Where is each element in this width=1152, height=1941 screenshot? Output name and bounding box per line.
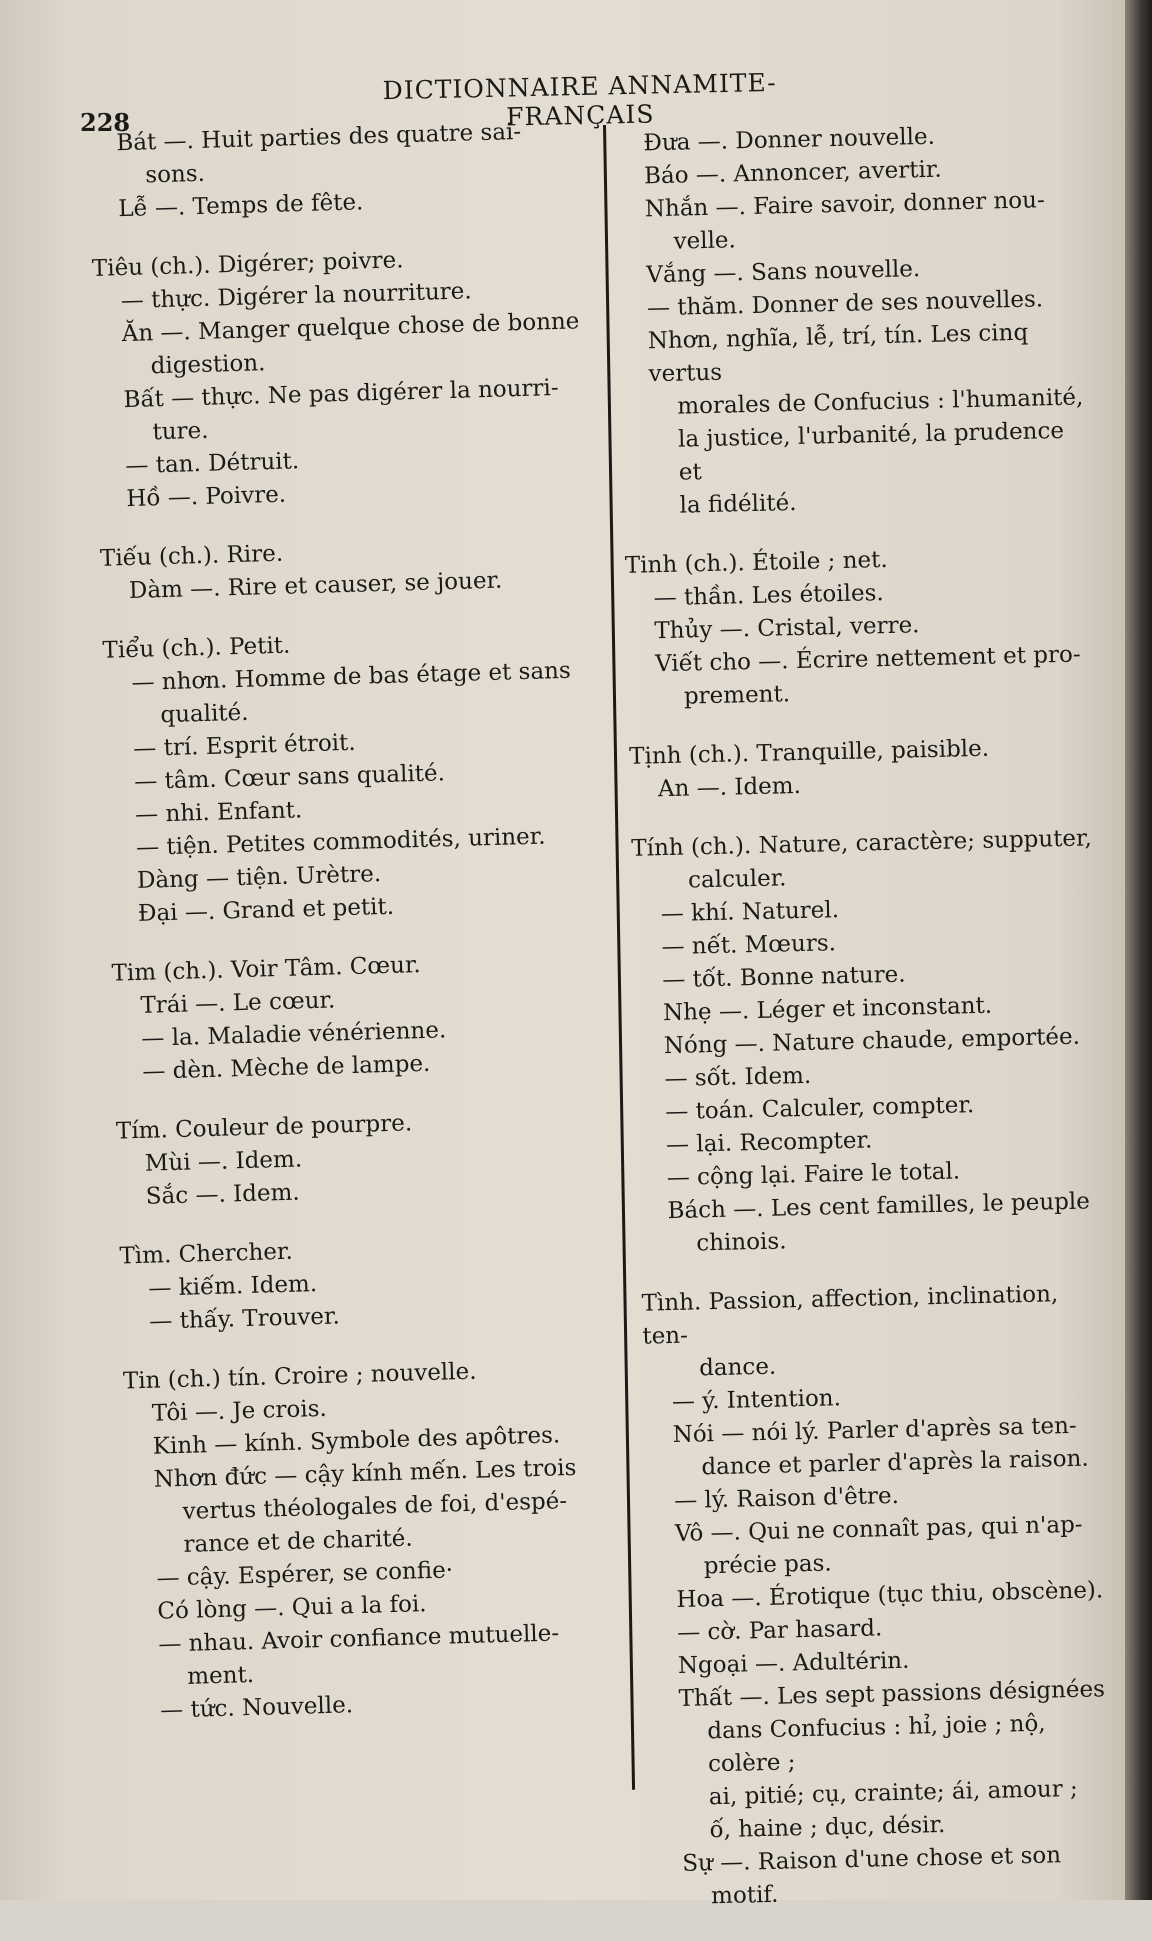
entry-line: sons. [144, 160, 206, 189]
entry-line: — nhi. Enfant. [134, 797, 303, 828]
entry-line: velle. [673, 227, 737, 255]
right-column [615, 117, 1124, 1940]
entry-line: — sốt. Idem. [664, 1062, 812, 1093]
entry-line: — thăm. Donner de ses nouvelles. [646, 286, 1044, 322]
entry-line: — tâm. Cœur sans qualité. [133, 760, 446, 795]
entry-line: — thần. Les étoiles. [653, 580, 884, 612]
entry-line: — ý. Intention. [671, 1385, 842, 1416]
entry-line: calculer. [687, 865, 787, 894]
dictionary-entry [88, 114, 601, 227]
entry-line: Nói — nói lý. Parler d'après sa ten- [672, 1412, 1077, 1449]
entry-line: Nhơn đức — cậy kính mến. Les trois [153, 1454, 577, 1493]
entry-line: Sắc —. Idem. [145, 1179, 300, 1210]
entry-line: — nhau. Avoir confiance mutuelle- [158, 1620, 560, 1658]
entry-line: Mùi —. Idem. [144, 1146, 303, 1177]
entry-line: Lễ —. Temps de fête. [117, 189, 364, 223]
page-number: 228 [80, 108, 131, 137]
entry-line: Báo —. Annoncer, avertir. [643, 156, 942, 190]
dictionary-entry [123, 1351, 643, 1728]
entry-headword-line: Tình. Passion, affection, inclination, ten- [641, 1281, 1059, 1350]
entry-line: dance et parler d'après la raison. [701, 1445, 1089, 1481]
entry-headword-line: Tính (ch.). Nature, caractère; supputer, [631, 825, 1093, 862]
entry-line: Ngoại —. Adultérin. [677, 1647, 910, 1679]
entry-line: Đưa —. Donner nouvelle. [643, 123, 936, 157]
dictionary-entry [119, 1226, 632, 1339]
entry-headword-line: Tiếu (ch.). Rire. [99, 540, 284, 572]
entry-line: Nhẹ —. Léger et inconstant. [662, 992, 993, 1027]
entry-headword-line: Tìm. Chercher. [119, 1238, 294, 1270]
entry-line: — nết. Mœurs. [661, 930, 837, 961]
entry-line: Ăn —. Manger quelque chose de bonne [121, 308, 580, 348]
entry-line: dans Confucius : hỉ, joie ; nộ, colère ; [707, 1710, 1046, 1778]
entry-line: Vô —. Qui ne connaît pas, qui n'ap- [674, 1511, 1083, 1547]
entry-line: Dàm —. Rire et causer, se jouer. [128, 567, 503, 605]
entry-line: Thất —. Les sept passions désignées [678, 1676, 1106, 1712]
entry-line: précie pas. [703, 1550, 832, 1580]
entry-line: ai, pitié; cụ, crainte; ái, amour ; [708, 1775, 1079, 1811]
running-head: DICTIONNAIRE ANNAMITE-FRANÇAIS [382, 67, 777, 132]
entry-line: Tôi —. Je crois. [151, 1395, 328, 1427]
entry-line: Dàng — tiện. Urètre. [136, 861, 382, 894]
entry-line: — tan. Détruit. [125, 448, 300, 480]
entry-line: — tiện. Petites commodités, uriner. [135, 823, 546, 861]
entry-line: — tức. Nouvelle. [159, 1692, 354, 1724]
entry-line: Nhơn, nghĩa, lễ, trí, tín. Les cinq vertus [647, 319, 1029, 388]
entry-line: Sự —. Raison d'une chose et son [682, 1842, 1062, 1877]
entry-line: la justice, l'urbanité, la prudence et [677, 417, 1065, 486]
entry-headword-line: Tin (ch.) tín. Croire ; nouvelle. [122, 1358, 477, 1395]
entry-headword-line: Tịnh (ch.). Tranquille, paisible. [628, 735, 990, 770]
entry-line: Đại —. Grand et petit. [137, 893, 395, 927]
entry-headword-line: Tím. Couleur de pourpre. [115, 1110, 413, 1145]
entry-headword-line: Tiêu (ch.). Digérer; poivre. [91, 247, 404, 282]
dictionary-entry [625, 539, 1097, 715]
entry-line: — cậy. Espérer, se confie· [156, 1557, 454, 1592]
entry-line: Bát —. Huit parties des quatre sai- [116, 118, 522, 157]
entry-line: Hồ —. Poivre. [126, 481, 287, 513]
dictionary-entry [102, 621, 620, 932]
entry-line: — la. Maladie vénérienne. [141, 1017, 447, 1052]
entry-line: Bất — thực. Ne pas digérer la nourri- [123, 374, 559, 414]
entry-line: — dèn. Mèche de lampe. [142, 1050, 431, 1085]
entry-line: Nhắn —. Faire savoir, donner nou- [644, 187, 1045, 223]
entry-line: dance. [698, 1353, 777, 1382]
entry-line: rance et de charité. [183, 1525, 413, 1558]
entry-line: ment. [186, 1661, 255, 1690]
dictionary-entry [615, 117, 1092, 524]
entry-line: Kinh — kính. Symbole des apôtres. [152, 1422, 561, 1460]
entry-headword-line: Tiểu (ch.). Petit. [102, 632, 291, 664]
book-gutter [1125, 0, 1152, 1900]
entry-line: — thực. Digérer la nourriture. [120, 278, 472, 315]
entry-line: — trí. Esprit étroit. [132, 729, 356, 762]
entry-line: — kiếm. Idem. [148, 1271, 318, 1302]
entry-line: chinois. [696, 1228, 787, 1257]
entry-line: — khí. Naturel. [660, 897, 840, 928]
dictionary-entry [629, 730, 1098, 807]
entry-line: Thủy —. Cristal, verre. [654, 612, 920, 645]
dictionary-entry [641, 1277, 1123, 1914]
entry-line: — tốt. Bonne nature. [662, 961, 906, 994]
entry-line: ture. [152, 417, 209, 446]
left-column [88, 114, 643, 1755]
entry-line: Bách —. Les cent familles, le peuple [667, 1188, 1091, 1225]
entry-line: Viết cho —. Écrire nettement et pro- [654, 641, 1081, 678]
entry-line: — cộng lại. Faire le total. [666, 1158, 961, 1192]
dictionary-entry [100, 529, 612, 609]
entry-headword-line: Tinh (ch.). Étoile ; net. [624, 546, 888, 579]
dictionary-entry [116, 1101, 629, 1214]
dictionary-entry [111, 943, 624, 1089]
entry-line: — thấy. Trouver. [148, 1303, 341, 1335]
entry-line: prement. [683, 681, 791, 710]
dictionary-entry [631, 822, 1109, 1262]
entry-line: — nhơn. Homme de bas étage et sans [131, 657, 572, 696]
entry-headword-line: Tim (ch.). Voir Tâm. Cœur. [111, 952, 422, 987]
entry-line: la fidélité. [679, 489, 797, 519]
entry-line: — lý. Raison d'être. [673, 1482, 900, 1515]
entry-line: Trái —. Le cœur. [140, 987, 336, 1019]
entry-line: — toán. Calculer, compter. [665, 1092, 975, 1126]
entry-line: Hoa —. Érotique (tục thiu, obscène). [676, 1577, 1104, 1613]
entry-line: ố, haine ; dục, désir. [709, 1811, 946, 1844]
dictionary-entry [91, 239, 608, 517]
entry-line: Có lòng —. Qui a la foi. [157, 1591, 427, 1625]
entry-line: — lại. Recompter. [665, 1127, 873, 1159]
entry-line: morales de Confucius : l'humanité, [677, 384, 1084, 420]
entry-line: — cờ. Par hasard. [676, 1615, 883, 1646]
entry-line: Nóng —. Nature chaude, emportée. [663, 1023, 1081, 1060]
entry-line: Vắng —. Sans nouvelle. [646, 256, 921, 289]
entry-line: An —. Idem. [657, 772, 802, 803]
entry-line: digestion. [150, 350, 266, 380]
entry-line: qualité. [160, 699, 249, 729]
entry-line: vertus théologales de foi, d'espé- [182, 1488, 568, 1525]
entry-line: motif. [710, 1881, 779, 1910]
